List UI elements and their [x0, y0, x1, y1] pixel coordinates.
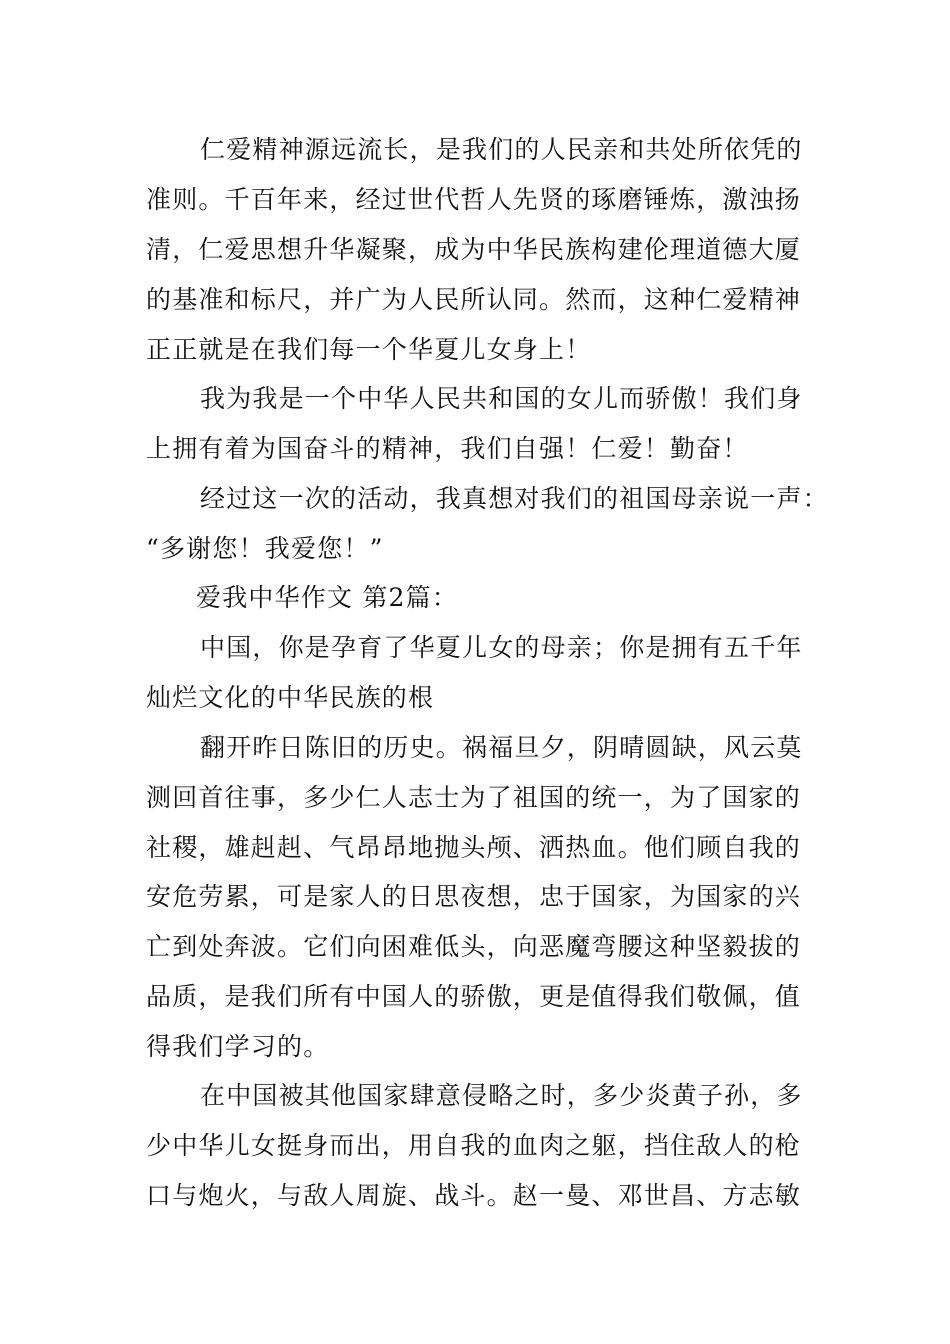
- paragraph-line: 经过这一次的活动，我真想对我们的祖国母亲说一声：: [200, 484, 829, 513]
- paragraph-line: 品质，是我们所有中国人的骄傲，更是值得我们敬佩，值: [146, 982, 802, 1011]
- paragraph-line: 清，仁爱思想升华凝聚，成为中华民族构建伦理道德大厦: [146, 235, 802, 264]
- paragraph-line: 上拥有着为国奋斗的精神，我们自强！仁爱！勤奋！: [146, 434, 749, 463]
- paragraph-line: 安危劳累，可是家人的日思夜想，忠于国家，为国家的兴: [146, 882, 802, 911]
- paragraph-line: 口与炮火，与敌人周旋、战斗。赵一曼、邓世昌、方志敏: [146, 1181, 802, 1210]
- paragraph-line: 测回首往事，多少仁人志士为了祖国的统一，为了国家的: [146, 783, 802, 812]
- paragraph-line: 在中国被其他国家肆意侵略之时，多少炎黄子孙，多: [200, 1081, 803, 1110]
- section-title: 爱我中华作文 第2篇：: [196, 583, 459, 612]
- paragraph-line: 社稷，雄赳赳、气昂昂地抛头颅、洒热血。他们顾自我的: [146, 833, 802, 862]
- paragraph-line: 正正就是在我们每一个华夏儿女身上！: [146, 335, 592, 364]
- paragraph-line: 得我们学习的。: [146, 1032, 330, 1061]
- paragraph-line: 准则。千百年来，经过世代哲人先贤的琢磨锤炼，激浊扬: [146, 185, 802, 214]
- paragraph-line: 中国，你是孕育了华夏儿女的母亲；你是拥有五千年: [200, 633, 803, 662]
- paragraph-line: 的基准和标尺，并广为人民所认同。然而，这种仁爱精神: [146, 285, 802, 314]
- paragraph-line: 仁爱精神源远流长，是我们的人民亲和共处所依凭的: [200, 135, 803, 164]
- paragraph-line: 亡到处奔波。它们向困难低头，向恶魔弯腰这种坚毅拔的: [146, 932, 802, 961]
- paragraph-line: 我为我是一个中华人民共和国的女儿而骄傲！我们身: [200, 384, 803, 413]
- paragraph-line: 灿烂文化的中华民族的根: [146, 683, 435, 712]
- paragraph-line: 翻开昨日陈旧的历史。祸福旦夕，阴晴圆缺，风云莫: [200, 733, 803, 762]
- paragraph-line: 少中华儿女挺身而出，用自我的血肉之躯，挡住敌人的枪: [146, 1131, 802, 1160]
- paragraph-line: “多谢您！我爱您！”: [146, 534, 384, 563]
